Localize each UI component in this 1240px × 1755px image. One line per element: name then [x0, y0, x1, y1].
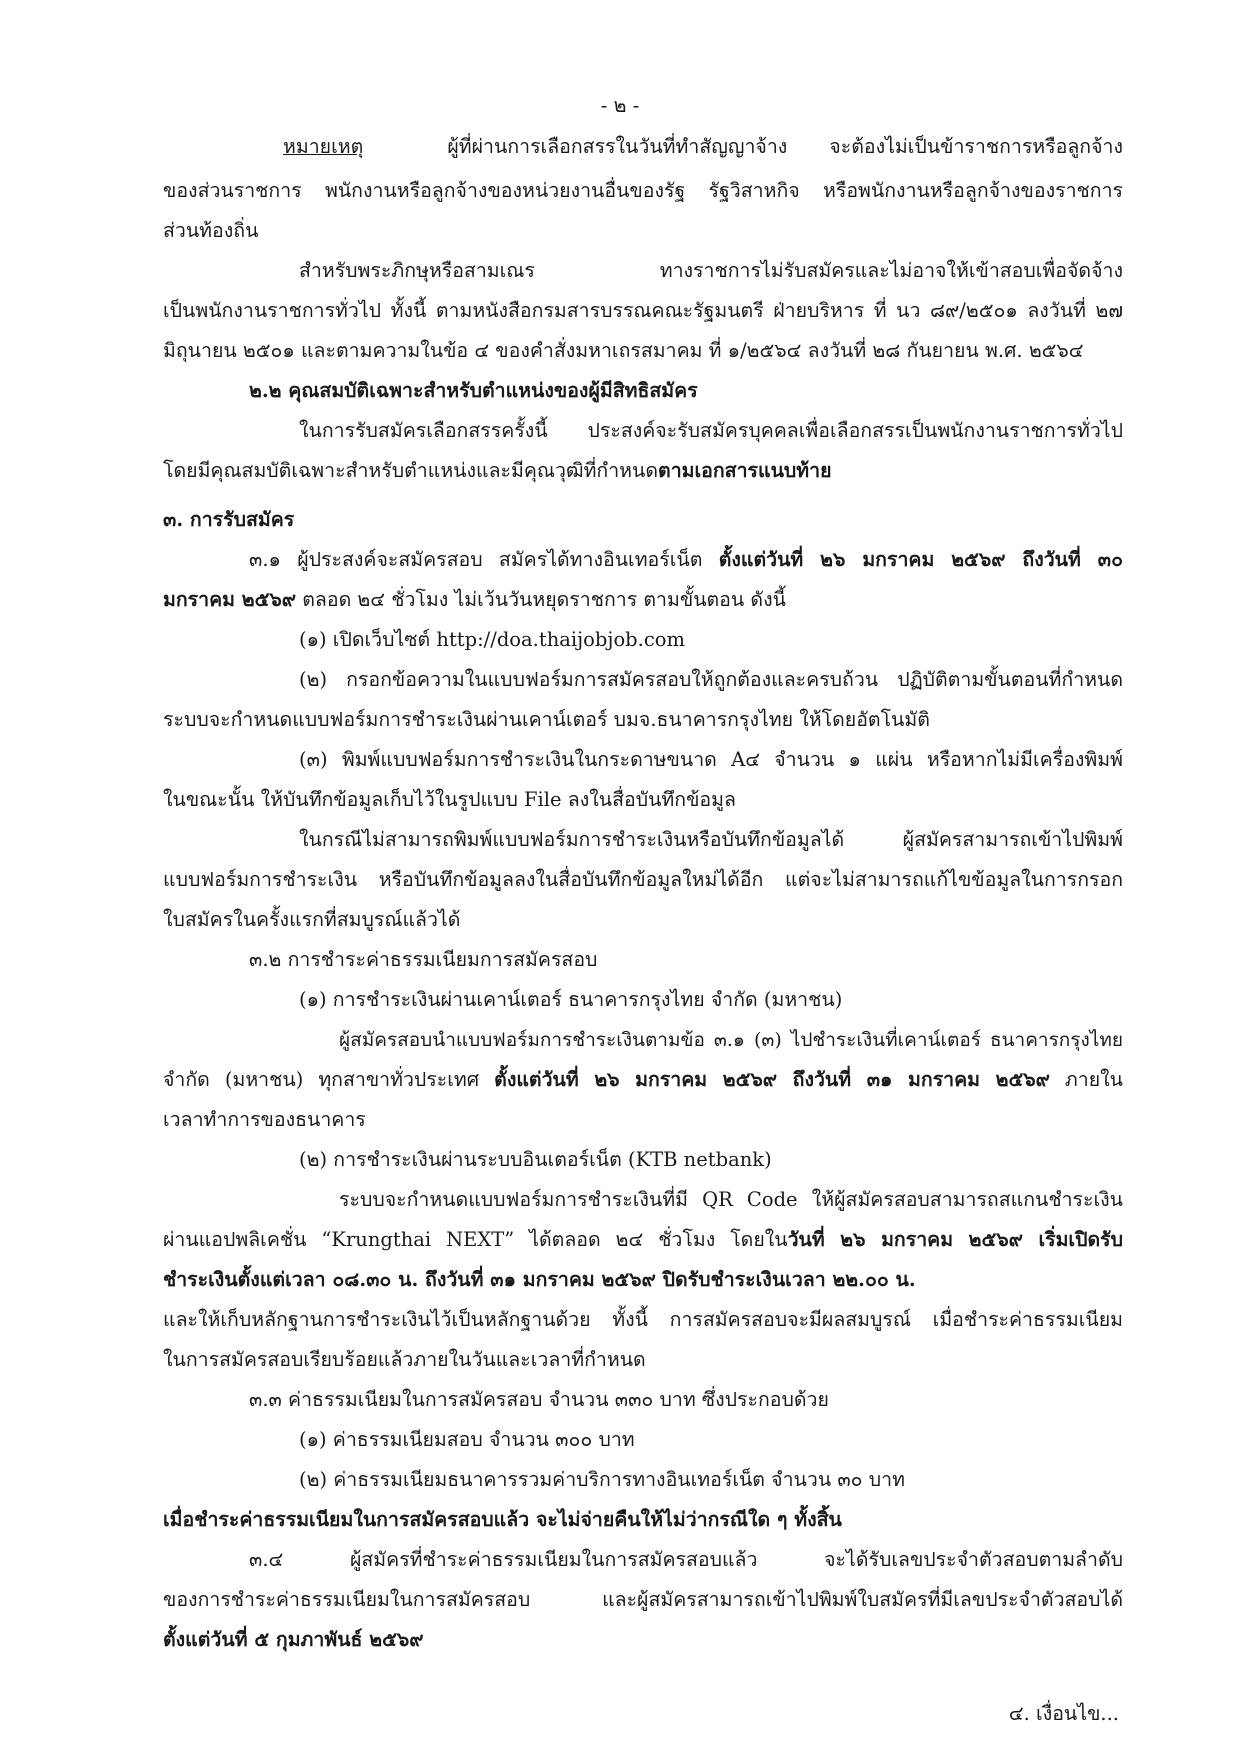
section-2-2-line-2: โดยมีคุณสมบัติเฉพาะสำหรับตำแหน่งและมีคุณวุฒิที่กำหนดตามเอกสารแนบท้าย: [163, 459, 832, 482]
monk-line-3: มิถุนายน ๒๕๐๑ และตามความในข้อ ๔ ของคำสั่งมหาเถรสมาคม ที่ ๑/๒๕๖๔ ลงวันที่ ๒๘ กันยายน พ.ศ. ๒๕๖๔: [163, 339, 1084, 362]
section-3-2-p2-title: (๒) การชำระเงินผ่านระบบอินเตอร์เน็ต (KTB netbank): [299, 1148, 772, 1171]
section-3-2-p2-line-1: ระบบจะกำหนดแบบฟอร์มการชำระเงินที่มี QR Code ให้ผู้สมัครสอบสามารถสแกนชำระเงิน: [339, 1188, 1123, 1211]
section-3-2-p1-line-1: ผู้สมัครสอบนำแบบฟอร์มการชำระเงินตามข้อ ๓.๑ (๓) ไปชำระเงินที่เคาน์เตอร์ ธนาคารกรุงไทย: [339, 1029, 1123, 1051]
note-text-1: ผู้ที่ผ่านการเลือกสรรในวันที่ทำสัญญาจ้าง จะต้องไม่เป็นข้าราชการหรือลูกจ้าง: [447, 135, 1123, 158]
section-3-1-line-1: ๓.๑ ผู้ประสงค์จะสมัครสอบ สมัครได้ทางอินเทอร์เน็ต ตั้งแต่วันที่ ๒๖ มกราคม ๒๕๖๙ ถึงวันที่ ๓๐: [249, 548, 1123, 571]
section-3-3-item-2: (๒) ค่าธรรมเนียมธนาคารรวมค่าบริการทางอินเทอร์เน็ต จำนวน ๓๐ บาท: [299, 1468, 905, 1491]
apply-period-end: มกราคม ๒๕๖๙: [163, 588, 297, 611]
section-3-1-item-3-line-2: ในขณะนั้น ให้บันทึกข้อมูลเก็บไว้ในรูปแบบ File ลงในสื่อบันทึกข้อมูล: [163, 788, 736, 811]
section-2-2-heading: ๒.๒ คุณสมบัติเฉพาะสำหรับตำแหน่งของผู้มีสิทธิสมัคร: [249, 379, 698, 402]
section-3-2-p1-line-3: เวลาทำการของธนาคาร: [163, 1108, 366, 1131]
attachment-ref: ตามเอกสารแนบท้าย: [658, 459, 832, 482]
online-pay-start: วันที่ ๒๖ มกราคม ๒๕๖๙ เริ่มเปิดรับ: [787, 1228, 1123, 1251]
note-label: หมายเหตุ: [283, 135, 364, 158]
section-2-2-line-1: ในการรับสมัครเลือกสรรครั้งนี้ ประสงค์จะรับสมัครบุคคลเพื่อเลือกสรรเป็นพนักงานราชการทั่วไป: [299, 419, 1123, 442]
section-3-1-item-3-line-1: (๓) พิมพ์แบบฟอร์มการชำระเงินในกระดาษขนาด A๔ จำนวน ๑ แผ่น หรือหากไม่มีเครื่องพิมพ์: [299, 748, 1123, 771]
monk-line-2: เป็นพนักงานราชการทั่วไป ทั้งนี้ ตามหนังสือกรมสารบรรณคณะรัฐมนตรี ฝ่ายบริหาร ที่ นว ๘๙/๒๕๐๑ ลงวันที่ ๒๗: [163, 299, 1123, 322]
section-3-1-case-line-1: ในกรณีไม่สามารถพิมพ์แบบฟอร์มการชำระเงินหรือบันทึกข้อมูลได้ ผู้สมัครสามารถเข้าไปพิมพ์: [299, 828, 1123, 851]
section-3-1-line-2: มกราคม ๒๕๖๙ ตลอด ๒๔ ชั่วโมง ไม่เว้นวันหยุดราชการ ตามขั้นตอน ดังนี้: [163, 588, 786, 611]
section-3-4-line-2: ของการชำระค่าธรรมเนียมในการสมัครสอบ และผู้สมัครสามารถเข้าไปพิมพ์ใบสมัครที่มีเลขประจำตัวสอบได้: [163, 1588, 1123, 1611]
section-3-3-item-1: (๑) ค่าธรรมเนียมสอบ จำนวน ๓๐๐ บาท: [299, 1428, 635, 1451]
section-3-4-line-3: ตั้งแต่วันที่ ๕ กุมภาพันธ์ ๒๕๖๙: [163, 1628, 424, 1651]
section-3-2-p2-line-2: ผ่านแอปพลิเคชั่น “Krungthai NEXT” ได้ตลอด ๒๔ ชั่วโมง โดยในวันที่ ๒๖ มกราคม ๒๕๖๙ เริ่มเปิดรับ: [163, 1228, 1123, 1251]
section-3-heading: ๓. การรับสมัคร: [163, 508, 295, 531]
note-line-2: ของส่วนราชการ พนักงานหรือลูกจ้างของหน่วยงานอื่นของรัฐ รัฐวิสาหกิจ หรือพนักงานหรือลูกจ้างของราชการ: [163, 179, 1123, 202]
section-3-2-p2-line-5: ในการสมัครสอบเรียบร้อยแล้วภายในวันและเวลาที่กำหนด: [163, 1348, 646, 1371]
section-3-4-line-1: ๓.๔ ผู้สมัครที่ชำระค่าธรรมเนียมในการสมัครสอบแล้ว จะได้รับเลขประจำตัวสอบตามลำดับ: [249, 1548, 1123, 1571]
monk-line-1: สำหรับพระภิกษุหรือสามเณร ทางราชการไม่รับสมัครและไม่อาจให้เข้าสอบเพื่อจัดจ้าง: [299, 259, 1123, 282]
counter-pay-period: ตั้งแต่วันที่ ๒๖ มกราคม ๒๕๖๙ ถึงวันที่ ๓๑ มกราคม ๒๕๖๙: [494, 1068, 1050, 1091]
page-number: - ๒ -: [600, 94, 640, 117]
section-3-2-p2-line-3: ชำระเงินตั้งแต่เวลา ๐๘.๓๐ น. ถึงวันที่ ๓๑ มกราคม ๒๕๖๙ ปิดรับชำระเงินเวลา ๒๒.๐๐ น.: [163, 1268, 916, 1291]
section-3-2-heading: ๓.๒ การชำระค่าธรรมเนียมการสมัครสอบ: [249, 948, 598, 971]
no-refund-warning: เมื่อชำระค่าธรรมเนียมในการสมัครสอบแล้ว จะไม่จ่ายคืนให้ไม่ว่ากรณีใด ๆ ทั้งสิ้น: [163, 1508, 842, 1531]
section-3-1-item-1: (๑) เปิดเว็บไซต์ http://doa.thaijobjob.com: [299, 628, 686, 651]
section-3-2-p1-line-2: จำกัด (มหาชน) ทุกสาขาทั่วประเทศ ตั้งแต่วันที่ ๒๖ มกราคม ๒๕๖๙ ถึงวันที่ ๓๑ มกราคม ๒๕๖๙ ภายใน: [163, 1068, 1124, 1091]
note-line-1: [283, 133, 1123, 161]
section-3-1-case-line-3: ใบสมัครในครั้งแรกที่สมบูรณ์แล้วได้: [163, 908, 461, 931]
apply-period-start: ตั้งแต่วันที่ ๒๖ มกราคม ๒๕๖๙ ถึงวันที่ ๓๐: [718, 548, 1123, 571]
section-3-2-p2-line-4: และให้เก็บหลักฐานการชำระเงินไว้เป็นหลักฐานด้วย ทั้งนี้ การสมัครสอบจะมีผลสมบูรณ์ เมื่อชำระค่าธรรมเนียม: [163, 1308, 1123, 1331]
section-3-1-item-2-line-1: (๒) กรอกข้อความในแบบฟอร์มการสมัครสอบให้ถูกต้องและครบถ้วน ปฏิบัติตามขั้นตอนที่กำหนด: [299, 668, 1123, 691]
continuation-label: ๔. เงื่อนไข...: [1008, 1702, 1119, 1725]
section-3-1-case-line-2: แบบฟอร์มการชำระเงิน หรือบันทึกข้อมูลลงในสื่อบันทึกข้อมูลใหม่ได้อีก แต่จะไม่สามารถแก้ไขข้อมูลในการกรอก: [163, 868, 1123, 891]
section-3-3-line-1: ๓.๓ ค่าธรรมเนียมในการสมัครสอบ จำนวน ๓๓๐ บาท ซึ่งประกอบด้วย: [249, 1388, 829, 1411]
note-line-3: ส่วนท้องถิ่น: [163, 219, 259, 242]
section-3-1-item-2-line-2: ระบบจะกำหนดแบบฟอร์มการชำระเงินผ่านเคาน์เตอร์ บมจ.ธนาคารกรุงไทย ให้โดยอัตโนมัติ: [163, 708, 930, 731]
section-3-2-p1-title: (๑) การชำระเงินผ่านเคาน์เตอร์ ธนาคารกรุงไทย จำกัด (มหาชน): [299, 988, 843, 1011]
